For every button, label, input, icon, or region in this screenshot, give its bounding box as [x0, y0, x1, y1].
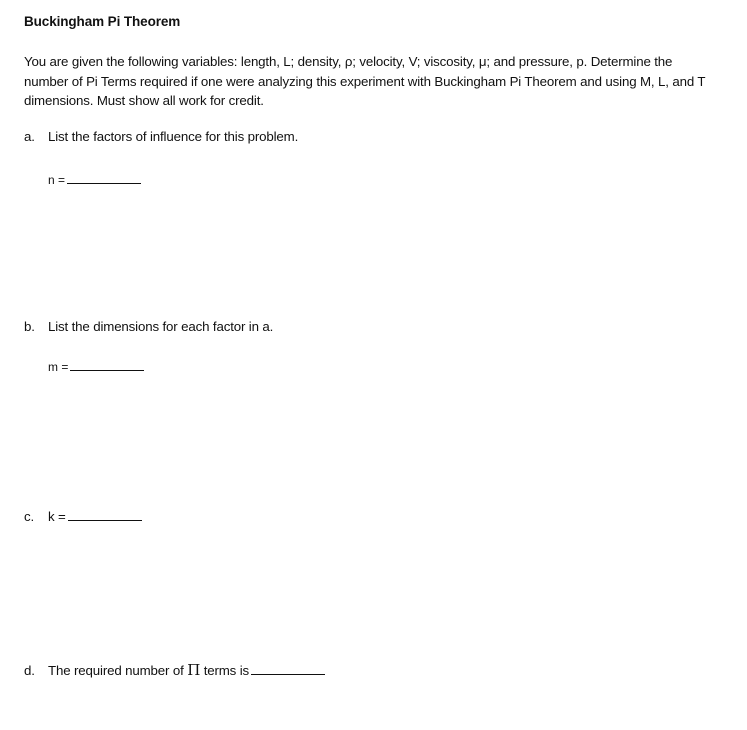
pi-symbol: Π [187, 661, 201, 679]
document-title: Buckingham Pi Theorem [24, 14, 181, 29]
question-a-letter: a. [24, 129, 35, 144]
answer-n-label: n = [48, 173, 66, 187]
answer-m-label: m = [48, 360, 69, 374]
answer-m-blank[interactable] [70, 358, 144, 371]
answer-n-blank[interactable] [67, 171, 141, 184]
question-a [24, 128, 298, 146]
answer-pi-terms-blank[interactable] [251, 662, 325, 675]
answer-k-blank[interactable] [68, 508, 142, 521]
answer-k-label: k = [48, 509, 66, 524]
question-d-text-after: terms is [203, 663, 250, 678]
question-b [24, 318, 273, 336]
question-b-letter: b. [24, 319, 35, 334]
question-a-text: List the factors of influence for this problem. [48, 129, 299, 144]
question-d [24, 661, 325, 680]
question-d-letter: d. [24, 663, 35, 678]
question-c [24, 508, 142, 526]
problem-statement: You are given the following variables: length, L; density, ρ; velocity, V; viscosity, μ; and pressure, p. Determine the number of Pi Terms required if one were analyzing this experiment with Buckingham Pi Theorem and using M, L, and T dimensions. Must show all work for credit. [24, 54, 706, 108]
answer-m [48, 358, 144, 375]
answer-n [48, 171, 141, 188]
question-c-letter: c. [24, 509, 35, 524]
question-b-text: List the dimensions for each factor in a. [48, 319, 274, 334]
question-d-text-before: The required number of [48, 663, 184, 678]
